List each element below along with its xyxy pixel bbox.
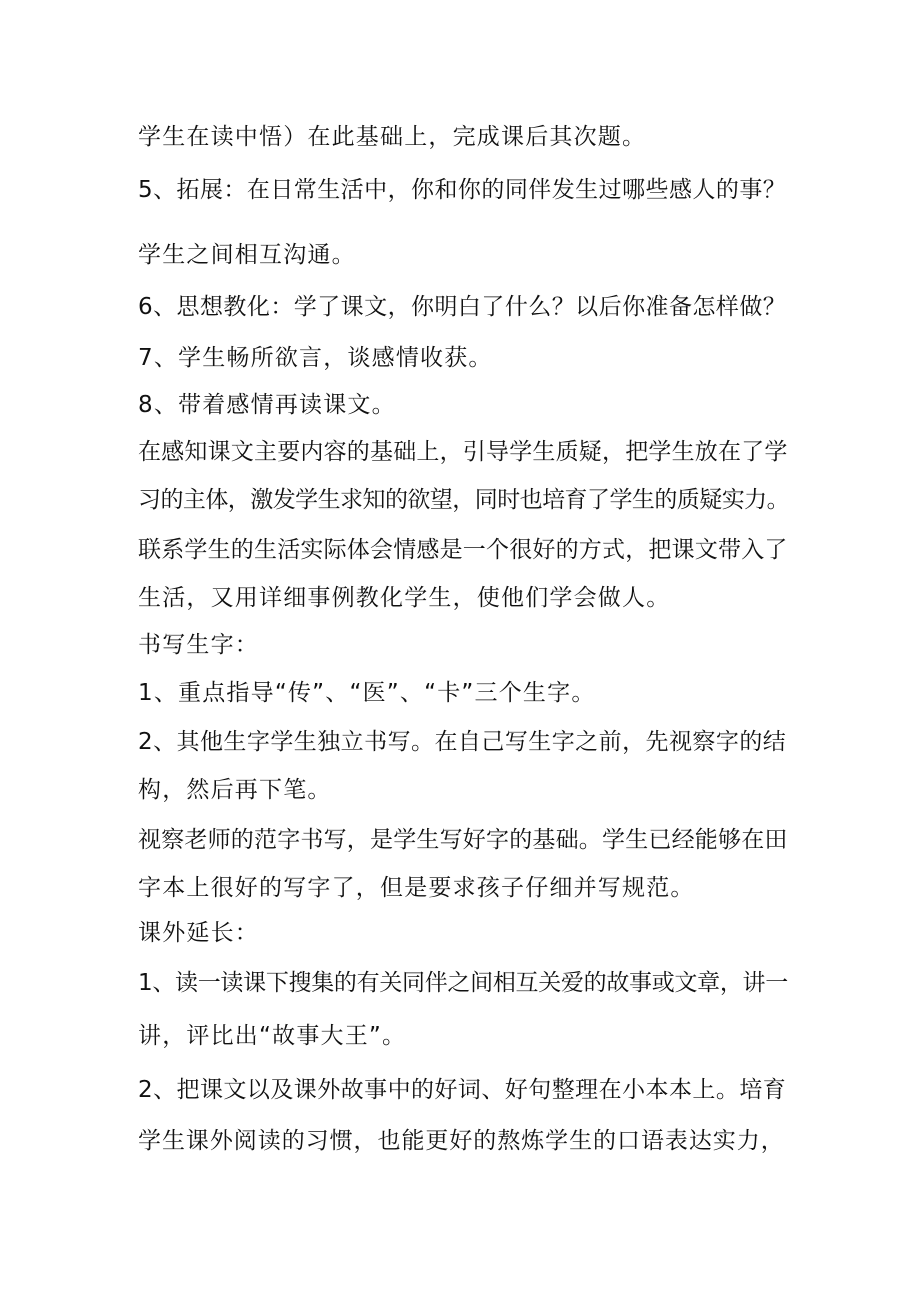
text-line-19: 讲，评比出“故事大王”。 bbox=[138, 1023, 407, 1049]
text-line-16: 字本上很好的写字了，但是要求孩子仔细并写规范。 bbox=[138, 875, 695, 901]
text-line-12: 1、重点指导“传”、“医”、“卡”三个生字。 bbox=[138, 680, 596, 706]
text-line-3: 学生之间相互沟通。 bbox=[138, 242, 356, 268]
text-line-7: 在感知课文主要内容的基础上，引导学生质疑，把学生放在了学 bbox=[138, 439, 788, 465]
section-heading-writing: 书写生字： bbox=[138, 632, 259, 658]
text-line-13: 2、其他生字学生独立书写。在自己写生字之前，先视察字的结 bbox=[138, 729, 787, 755]
text-line-1: 学生在读中悟）在此基础上，完成课后其次题。 bbox=[138, 124, 647, 150]
text-line-21: 学生课外阅读的习惯，也能更好的熬炼学生的口语表达实力， bbox=[138, 1128, 785, 1154]
text-line-9: 联系学生的生活实际体会情感是一个很好的方式，把课文带入了 bbox=[138, 537, 788, 563]
text-line-4: 6、思想教化：学了课文，你明白了什么？以后你准备怎样做？ bbox=[138, 294, 787, 320]
text-line-20: 2、把课文以及课外故事中的好词、好句整理在小本本上。培育 bbox=[138, 1077, 787, 1103]
text-line-14: 构，然后再下笔。 bbox=[138, 777, 332, 803]
text-line-8: 习的主体，激发学生求知的欲望，同时也培育了学生的质疑实力。 bbox=[138, 487, 790, 513]
text-line-10: 生活，又用详细事例教化学生，使他们学会做人。 bbox=[138, 585, 671, 611]
text-line-5: 7、学生畅所欲言，谈感情收获。 bbox=[138, 345, 493, 371]
section-heading-extension: 课外延长： bbox=[138, 920, 259, 946]
text-line-15: 视察老师的范字书写，是学生写好字的基础。学生已经能够在田 bbox=[138, 827, 788, 853]
text-line-18: 1、读一读课下搜集的有关同伴之间相互关爱的故事或文章，讲一 bbox=[138, 970, 788, 996]
text-line-6: 8、带着感情再读课文。 bbox=[138, 392, 396, 418]
text-line-2: 5、拓展：在日常生活中，你和你的同伴发生过哪些感人的事？ bbox=[138, 177, 787, 203]
